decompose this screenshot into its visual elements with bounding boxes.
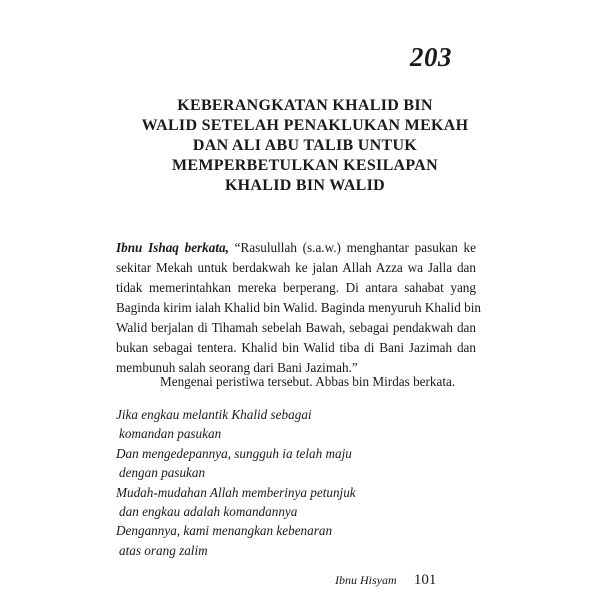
chapter-number: 203	[410, 42, 452, 72]
poem-line: Dengannya, kami menangkan kebenaran	[116, 523, 333, 539]
poem-line: Mudah-mudahan Allah memberinya petunjuk	[116, 484, 356, 500]
title-line: MEMPERBETULKAN KESILAPAN	[171, 157, 439, 174]
paragraph-line	[116, 238, 476, 258]
paragraph-line: sekitar Mekah untuk berdakwah ke jalan Allah Azza wa Jalla dan	[116, 260, 476, 275]
footer-source: Ibnu Hisyam	[335, 573, 397, 587]
page-number: 101	[413, 572, 437, 588]
paragraph-intro-poem: Mengenai peristiwa tersebut. Abbas bin Mirdas berkata.	[160, 374, 456, 389]
poem-line: komandan pasukan	[119, 426, 222, 442]
paragraph-line: Walid berjalan di Tihamah sebelah Bawah, sebagai pendakwah dan	[116, 320, 476, 335]
paragraph-line: bukan sebagai tentera. Khalid bin Walid tiba di Bani Jazimah dan	[116, 340, 476, 355]
title-line: KEBERANGKATAN KHALID BIN	[177, 97, 433, 114]
author-attribution: Ibnu Ishaq berkata,	[116, 240, 229, 255]
title-line: KHALID BIN WALID	[224, 177, 386, 194]
chapter-title	[90, 96, 520, 196]
title-line: WALID SETELAH PENAKLUKAN MEKAH	[141, 117, 469, 134]
poem-line: Jika engkau melantik Khalid sebagai	[116, 407, 312, 422]
paragraph-text: “Rasulullah (s.a.w.) menghantar pasukan ke	[228, 240, 476, 255]
paragraph-narration	[116, 238, 481, 378]
poem-line: dengan pasukan	[119, 465, 206, 481]
paragraph-line: tidak memerintahkan mereka berperang. Di antara sahabat yang	[116, 280, 476, 295]
paragraph-line: Baginda kirim ialah Khalid bin Walid. Baginda menyuruh Khalid bin	[116, 300, 481, 315]
poem-line: Dan mengedepannya, sungguh ia telah maju	[116, 445, 352, 461]
paragraph-line: membunuh salah seorang dari Bani Jazimah.”	[116, 360, 358, 375]
poem-line: dan engkau adalah komandannya	[119, 504, 298, 520]
page-footer	[335, 572, 436, 589]
title-line: DAN ALI ABU TALIB UNTUK	[192, 137, 418, 154]
poem-line: atas orang zalim	[119, 542, 208, 558]
poem	[116, 405, 446, 560]
